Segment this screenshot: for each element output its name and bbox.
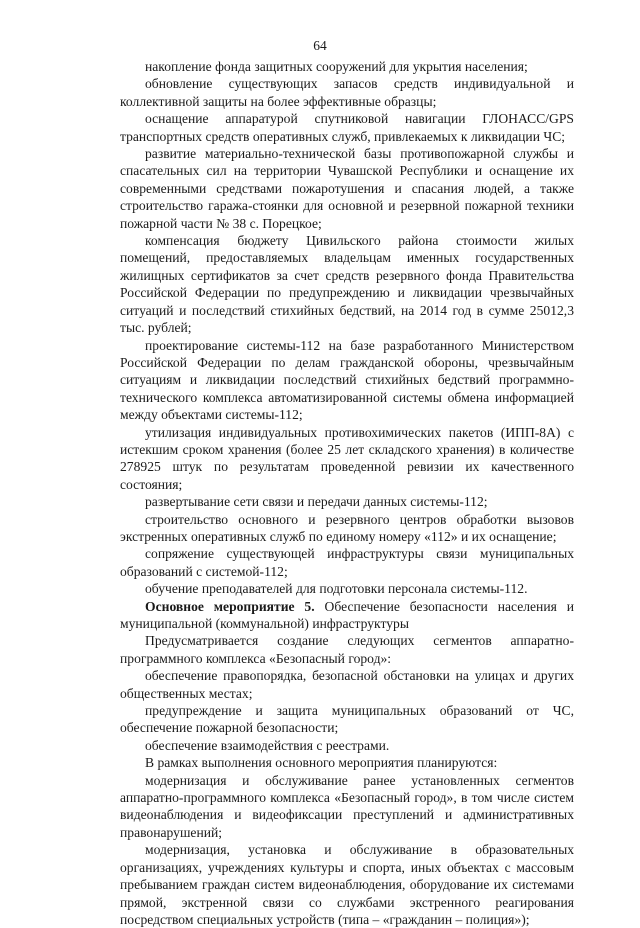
paragraph-4: развитие материально-технической базы противопожарной службы и спасательных сил на территории Чувашской Республики и оснащение их современными средствами пожаротушения и спасания людей, а также строительство гаража-стоянки для основной и резервной пожарной техники пожарной части № 38 с. Порецкое; [120,146,574,231]
paragraph-16: обеспечение взаимодействия с реестрами. [145,737,390,753]
section-heading-text: Обеспечение безопасности населения и муниципальной (коммунальной) инфраструктуры [120,598,575,631]
paragraph-9: строительство основного и резервного центров обработки вызовов экстренных оперативных служб по единому номеру «112» и их оснащение; [120,511,574,544]
paragraph-19: модернизация, установка и обслуживание в образовательных организациях, учреждениях культуры и спорта, иных объектах с массовым пребыванием граждан систем видеонаблюдения, оборудование их системами прямой, экстренной связи со службами экстренного реагирования посредством специальных устройств (типа – «гражданин – полиция»); [120,842,574,927]
paragraph-14: обеспечение правопорядка, безопасной обстановки на улицах и других общественных местах; [120,668,574,701]
paragraph-5: компенсация бюджету Цивильского района стоимости жилых помещений, предоставляемых владельцам именных государственных жилищных сертификатов за счет средств резервного фонда Правительства Российской Федерации по предупреждению и ликвидации чрезвычайных ситуаций и последствий стихийных бедствий, на 2014 год в сумме 25012,3 тыс. рублей; [120,233,574,336]
paragraph-8: развертывание сети связи и передачи данных системы-112; [145,494,488,510]
paragraph-12 [120,598,574,633]
paragraph-18: модернизация и обслуживание ранее установленных сегментов аппаратно-программного комплекса «Безопасный город», в том числе систем видеонаблюдения и видеофиксации преступлений и административных правонарушений; [120,772,574,840]
page-number: 64 [313,38,327,53]
paragraph-6: проектирование системы-112 на базе разработанного Министерством Российской Федерации по делам гражданской обороны, чрезвычайным ситуациям и ликвидации последствий стихийных бедствий программно-технического комплекса автоматизированной системы обмена информацией между объектами системы-112; [120,337,574,423]
paragraph-17: В рамках выполнения основного мероприятия планируются: [145,755,498,771]
document-body [120,58,574,928]
paragraph-2: обновление существующих запасов средств индивидуальной и коллективной защиты на более эффективные образцы; [120,76,574,109]
paragraph-1: накопление фонда защитных сооружений для укрытия населения; [145,59,528,74]
paragraph-10: сопряжение существующей инфраструктуры связи муниципальных образований с системой-112; [120,546,574,579]
paragraph-3: оснащение аппаратурой спутниковой навигации ГЛОНАСС/GPS транспортных средств оперативных служб, привлекаемых к ликвидации ЧС; [120,111,574,144]
paragraph-15: предупреждение и защита муниципальных образований от ЧС, обеспечение пожарной безопасности; [120,703,574,736]
paragraph-7: утилизация индивидуальных противохимических пакетов (ИПП-8А) с истекшим сроком хранения (более 25 лет складского хранения) в количестве 278925 штук по результатам проведенной ревизии их качественного состояния; [120,424,574,492]
paragraph-11: обучение преподавателей для подготовки персонала системы-112. [145,581,528,597]
paragraph-13: Предусматривается создание следующих сегментов аппаратно-программного комплекса «Безопасный город»: [120,633,574,666]
section-heading: Основное мероприятие 5. [145,598,315,614]
